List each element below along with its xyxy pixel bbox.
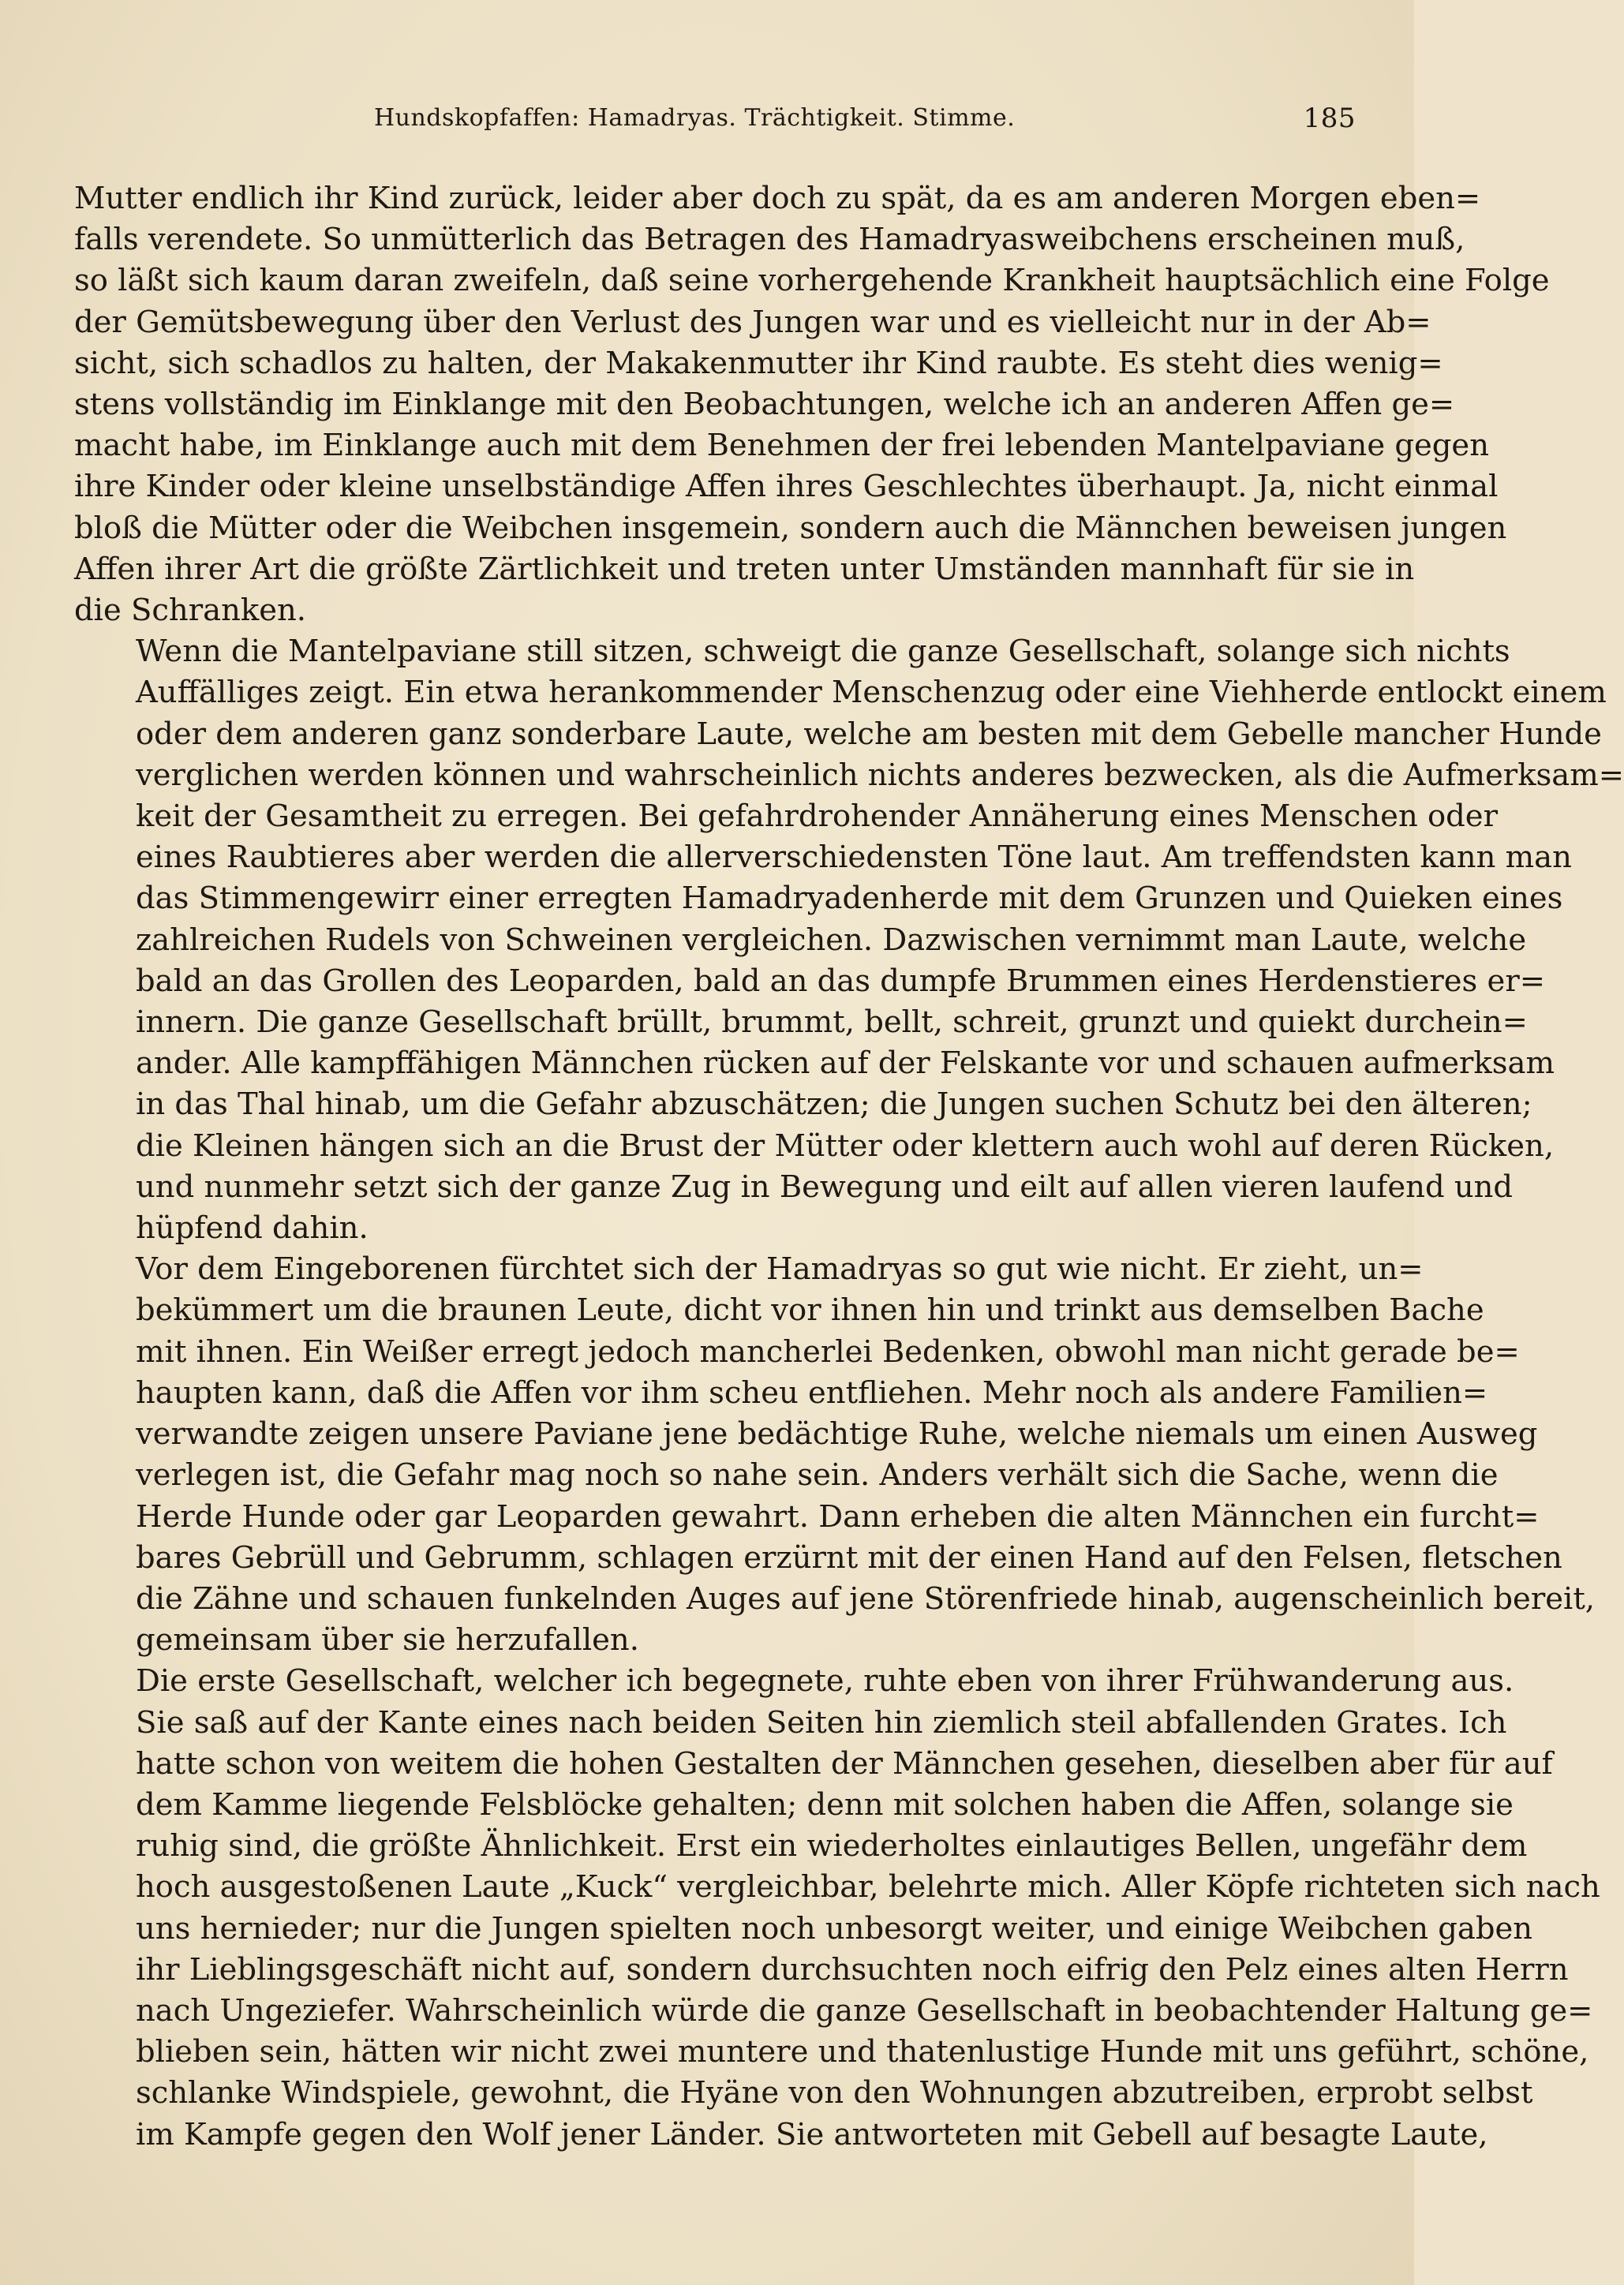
text-line: so läßt sich kaum daran zweifeln, daß seine vorhergehende Krankheit hauptsächlich eine Folge [74, 263, 1550, 299]
text-line: die Schranken. [74, 593, 307, 629]
text-line: ihre Kinder oder kleine unselbständige Affen ihres Geschlechtes überhaupt. Ja, nicht einmal [74, 469, 1499, 505]
paragraph [74, 178, 1550, 631]
text-line: verlegen ist, die Gefahr mag noch so nahe sein. Anders verhält sich die Sache, wenn die [136, 1457, 1499, 1494]
running-head [74, 95, 1356, 142]
text-line: macht habe, im Einklange auch mit dem Benehmen der frei lebenden Mantelpaviane gegen [74, 428, 1490, 464]
text-line: gemeinsam über sie herzufallen. [136, 1622, 639, 1659]
text-line: falls verendete. So unmütterlich das Betragen des Hamadryasweibchens erscheinen muß, [74, 222, 1465, 258]
text-line: Auffälliges zeigt. Ein etwa herankommender Menschenzug oder eine Viehherde entlockt einem [136, 675, 1607, 711]
text-line: hoch ausgestoßenen Laute „Kuck“ vergleichbar, belehrte mich. Aller Köpfe richteten sich nach [136, 1869, 1600, 1905]
text-line: bloß die Mütter oder die Weibchen insgemein, sondern auch die Männchen beweisen jungen [74, 510, 1507, 546]
text-line: ander. Alle kampffähigen Männchen rücken auf der Felskante vor und schauen aufmerksam [136, 1045, 1555, 1082]
paragraph [74, 1249, 1596, 1661]
text-line: Vor dem Eingeborenen fürchtet sich der Hamadryas so gut wie nicht. Er zieht, un= [136, 1251, 1424, 1288]
text-line: bares Gebrüll und Gebrumm, schlagen erzürnt mit der einen Hand auf den Felsen, fletschen [136, 1539, 1562, 1576]
text-line: verglichen werden können und wahrscheinlich nichts anderes bezwecken, als die Aufmerksam= [136, 757, 1624, 793]
text-line: eines Raubtieres aber werden die allerverschiedensten Töne laut. Am treffendsten kann man [136, 840, 1572, 876]
body-text [74, 178, 1624, 2156]
text-line: in das Thal hinab, um die Gefahr abzuschätzen; die Jungen suchen Schutz bei den älteren; [136, 1086, 1532, 1123]
text-line: nach Ungeziefer. Wahrscheinlich würde die ganze Gesellschaft in beobachtender Haltung ge= [136, 1992, 1593, 2029]
text-line: dem Kamme liegende Felsblöcke gehalten; denn mit solchen haben die Affen, solange sie [136, 1786, 1514, 1823]
text-line: Affen ihrer Art die größte Zärtlichkeit und treten unter Umständen mannhaft für sie in [74, 551, 1415, 587]
text-line: bekümmert um die braunen Leute, dicht vor ihnen hin und trinkt aus demselben Bache [136, 1292, 1484, 1329]
text-line: ruhig sind, die größte Ähnlichkeit. Erst ein wiederholtes einlautiges Bellen, ungefähr dem [136, 1828, 1528, 1864]
text-line: im Kampfe gegen den Wolf jener Länder. Sie antworteten mit Gebell auf besagte Laute, [136, 2116, 1488, 2152]
text-line: ihr Lieblingsgeschäft nicht auf, sondern durchsuchten noch eifrig den Pelz eines alten Herrn [136, 1951, 1569, 1988]
text-line: der Gemütsbewegung über den Verlust des Jungen war und es vielleicht nur in der Ab= [74, 304, 1431, 340]
page-number: 185 [1303, 103, 1356, 134]
text-line: Mutter endlich ihr Kind zurück, leider aber doch zu spät, da es am anderen Morgen eben= [74, 181, 1481, 216]
text-line: zahlreichen Rudels von Schweinen vergleichen. Dazwischen vernimmt man Laute, welche [136, 922, 1527, 958]
text-line: stens vollständig im Einklange mit den Beobachtungen, welche ich an anderen Affen ge= [74, 387, 1455, 423]
text-line: die Kleinen hängen sich an die Brust der Mütter oder klettern auch wohl auf deren Rücken, [136, 1128, 1555, 1164]
text-line: oder dem anderen ganz sonderbare Laute, welche am besten mit dem Gebelle mancher Hunde [136, 716, 1602, 752]
text-line: die Zähne und schauen funkelnden Auges auf jene Störenfriede hinab, augenscheinlich bereit, [136, 1580, 1596, 1617]
text-line: Herde Hunde oder gar Leoparden gewahrt. Dann erheben die alten Männchen ein furcht= [136, 1498, 1540, 1535]
text-line: sicht, sich schadlos zu halten, der Makakenmutter ihr Kind raubte. Es steht dies wenig= [74, 345, 1443, 381]
paragraph [74, 1661, 1600, 2155]
text-line: verwandte zeigen unsere Paviane jene bedächtige Ruhe, welche niemals um einen Ausweg [136, 1416, 1538, 1453]
text-line: schlanke Windspiele, gewohnt, die Hyäne von den Wohnungen abzutreiben, erprobt selbst [136, 2075, 1533, 2111]
text-line: Die erste Gesellschaft, welcher ich begegnete, ruhte eben von ihrer Frühwanderung aus. [136, 1663, 1514, 1700]
text-line: blieben sein, hätten wir nicht zwei muntere und thatenlustige Hunde mit uns geführt, schöne, [136, 2034, 1589, 2070]
paragraph [74, 631, 1624, 1249]
text-line: haupten kann, daß die Affen vor ihm scheu entfliehen. Mehr noch als andere Familien= [136, 1374, 1488, 1411]
text-line: und nunmehr setzt sich der ganze Zug in Bewegung und eilt auf allen vieren laufend und [136, 1169, 1514, 1205]
running-head-title: Hundskopfaffen: Hamadryas. Trächtigkeit. Stimme. [374, 104, 1016, 132]
text-line: das Stimmengewirr einer erregten Hamadryadenherde mit dem Grunzen und Quieken eines [136, 881, 1563, 917]
text-line: Wenn die Mantelpaviane still sitzen, schweigt die ganze Gesellschaft, solange sich nichts [136, 634, 1510, 670]
text-line: mit ihnen. Ein Weißer erregt jedoch mancherlei Bedenken, obwohl man nicht gerade be= [136, 1333, 1520, 1370]
text-line: hüpfend dahin. [136, 1210, 369, 1247]
text-line: uns hernieder; nur die Jungen spielten noch unbesorgt weiter, und einige Weibchen gaben [136, 1910, 1533, 1947]
text-line: innern. Die ganze Gesellschaft brüllt, brummt, bellt, schreit, grunzt und quiekt durchein= [136, 1004, 1528, 1041]
text-line: Sie saß auf der Kante eines nach beiden Seiten hin ziemlich steil abfallenden Grates. Ich [136, 1704, 1507, 1741]
text-line: bald an das Grollen des Leoparden, bald an das dumpfe Brummen eines Herdenstieres er= [136, 963, 1546, 999]
text-line: hatte schon von weitem die hohen Gestalten der Männchen gesehen, dieselben aber für auf [136, 1745, 1553, 1782]
text-line: keit der Gesamtheit zu erregen. Bei gefahrdrohender Annäherung eines Menschen oder [136, 798, 1498, 835]
